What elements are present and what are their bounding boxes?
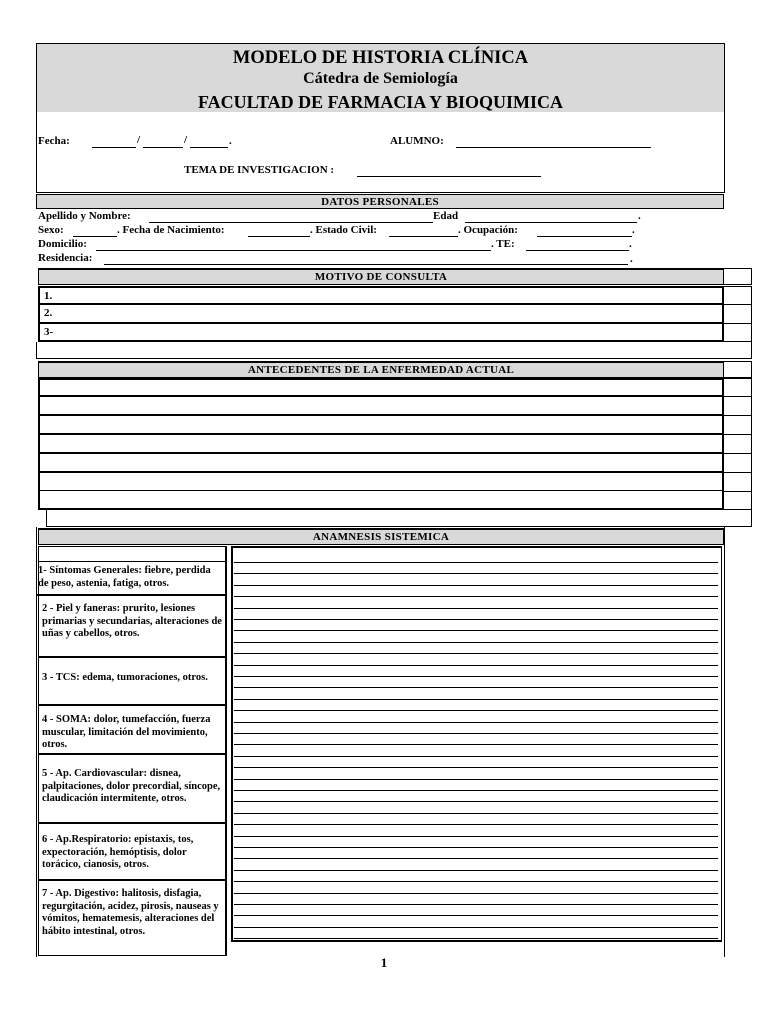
notes-ruled-line (234, 813, 718, 814)
sexo-field[interactable] (73, 224, 117, 237)
anamnesis-heading: ANAMNESIS SISTEMICA (38, 528, 724, 545)
fecha-sep-1: / (137, 134, 141, 146)
notes-ruled-line (234, 687, 718, 688)
antecedentes-row[interactable] (38, 397, 724, 416)
motivo-spacer-row (36, 342, 752, 359)
notes-ruled-line (234, 710, 718, 711)
motivo-row-2[interactable]: 2. (38, 305, 724, 324)
form-title: MODELO DE HISTORIA CLÍNICA (232, 48, 529, 68)
symptom-item-4: 4 - SOMA: dolor, tumefacción, fuerza muscular, limitación del movimiento, otros. (38, 711, 227, 755)
notes-ruled-line (234, 619, 718, 620)
antecedentes-row-side (724, 473, 752, 492)
notes-ruled-line (234, 881, 718, 882)
estado-civil-label: . Estado Civil: (310, 224, 377, 236)
motivo-row-1-side (724, 286, 752, 305)
notes-ruled-line (234, 893, 718, 894)
alumno-label: ALUMNO: (390, 135, 444, 147)
apellido-label: Apellido y Nombre: (38, 210, 131, 222)
page-number: 1 (380, 955, 388, 970)
notes-ruled-line (234, 836, 718, 837)
domicilio-field[interactable] (96, 238, 491, 251)
antecedentes-row[interactable] (38, 435, 724, 454)
notes-ruled-line (234, 915, 718, 916)
motivo-row-3-side (724, 324, 752, 342)
fecha-year-field[interactable] (190, 135, 228, 148)
symptoms-top-spacer (38, 546, 227, 562)
nacimiento-field[interactable] (248, 224, 310, 237)
motivo-consulta-heading: MOTIVO DE CONSULTA (38, 268, 724, 285)
notes-ruled-line (234, 642, 718, 643)
symptom-item-5: 5 - Ap. Cardiovascular: disnea, palpitaciones, dolor precordial, síncope, claudicación intermitente, otros. (38, 765, 227, 824)
notes-ruled-line (234, 801, 718, 802)
nacimiento-label: . Fecha de Nacimiento: (117, 224, 225, 236)
residencia-field[interactable] (104, 252, 628, 265)
antecedentes-row[interactable] (38, 416, 724, 435)
notes-ruled-line (234, 756, 718, 757)
notes-ruled-line (234, 630, 718, 631)
edad-field[interactable] (465, 210, 637, 223)
notes-ruled-line (234, 665, 718, 666)
antecedentes-row-side (724, 491, 752, 510)
motivo-row-2-side (724, 305, 752, 324)
ocupacion-end-dot: . (632, 224, 635, 236)
domicilio-end-dot: . (629, 238, 632, 250)
notes-ruled-line (234, 904, 718, 905)
antecedentes-row-side (724, 416, 752, 435)
residencia-end-dot: . (630, 253, 633, 265)
te-field[interactable] (526, 238, 629, 251)
symptom-item-1: 1- Síntomas Generales: fiebre, perdida de peso, astenia, fatiga, otros. (36, 562, 227, 596)
notes-ruled-line (234, 573, 718, 574)
notes-ruled-line (234, 824, 718, 825)
symptom-item-7: 7 - Ap. Digestivo: halitosis, disfagia, regurgitación, acidez, pirosis, nauseas y vómitos, hematemesis, alteraciones del hábito intestinal, otros. (42, 888, 219, 937)
notes-ruled-line (234, 767, 718, 768)
antecedentes-side-cell (724, 361, 752, 378)
notes-ruled-line (234, 870, 718, 871)
motivo-row-1[interactable]: 1. (38, 286, 724, 305)
sexo-label: Sexo: (38, 224, 64, 236)
notes-ruled-line (234, 790, 718, 791)
motivo-side-cell (724, 268, 752, 285)
symptom-item-2: 2 - Piel y faneras: prurito, lesiones primarias y secundarias, alteraciones de uñas y cabellos, otros. (38, 600, 227, 658)
antecedentes-row[interactable] (38, 378, 724, 397)
tema-label: TEMA DE INVESTIGACION : (184, 164, 335, 176)
fecha-sep-2: / (184, 134, 188, 146)
estado-civil-field[interactable] (389, 224, 458, 237)
notes-ruled-line (234, 722, 718, 723)
te-label: . TE: (491, 238, 515, 250)
alumno-field[interactable] (456, 135, 651, 148)
notes-ruled-line (234, 653, 718, 654)
antecedentes-heading: ANTECEDENTES DE LA ENFERMEDAD ACTUAL (38, 361, 724, 378)
ocupacion-label: . Ocupación: (458, 224, 518, 236)
notes-ruled-line (234, 676, 718, 677)
motivo-row-3[interactable]: 3- (38, 324, 724, 342)
tema-field[interactable] (357, 164, 541, 177)
antecedentes-row-side (724, 397, 752, 416)
notes-ruled-line (234, 938, 718, 939)
antecedentes-row-side (724, 378, 752, 397)
antecedentes-row[interactable] (38, 473, 724, 492)
antecedentes-spacer-row (46, 510, 752, 527)
notes-ruled-line (234, 562, 718, 563)
notes-ruled-line (234, 779, 718, 780)
symptom-item-6: 6 - Ap.Respiratorio: epistaxis, tos, expectoración, hemóptisis, dolor torácico, cianosis, otros. (38, 831, 227, 881)
fecha-month-field[interactable] (143, 135, 183, 148)
symptom-item-3: 3 - TCS: edema, tumoraciones, otros. (38, 669, 227, 706)
notes-ruled-line (234, 699, 718, 700)
edad-label: Edad (433, 210, 459, 222)
form-subtitle: Cátedra de Semiología (303, 70, 458, 87)
notes-ruled-line (234, 585, 718, 586)
antecedentes-row-side (724, 454, 752, 473)
notes-ruled-line (234, 744, 718, 745)
notes-ruled-line (234, 927, 718, 928)
domicilio-label: Domicilio: (38, 238, 87, 250)
apellido-field[interactable] (149, 210, 433, 223)
antecedentes-row[interactable] (38, 491, 724, 510)
apellido-end-dot: . (638, 210, 641, 222)
fecha-label: Fecha: (38, 135, 70, 147)
datos-personales-heading: DATOS PERSONALES (36, 194, 724, 209)
ocupacion-field[interactable] (537, 224, 632, 237)
faculty-name: FACULTAD DE FARMACIA Y BIOQUIMICA (197, 92, 563, 112)
fecha-end-dot: . (229, 135, 232, 147)
antecedentes-row-side (724, 435, 752, 454)
notes-ruled-line (234, 847, 718, 848)
notes-ruled-line (234, 608, 718, 609)
residencia-label: Residencia: (38, 252, 93, 264)
notes-ruled-line (234, 858, 718, 859)
notes-ruled-line (234, 596, 718, 597)
notes-ruled-line (234, 733, 718, 734)
fecha-day-field[interactable] (92, 135, 136, 148)
antecedentes-row[interactable] (38, 454, 724, 473)
